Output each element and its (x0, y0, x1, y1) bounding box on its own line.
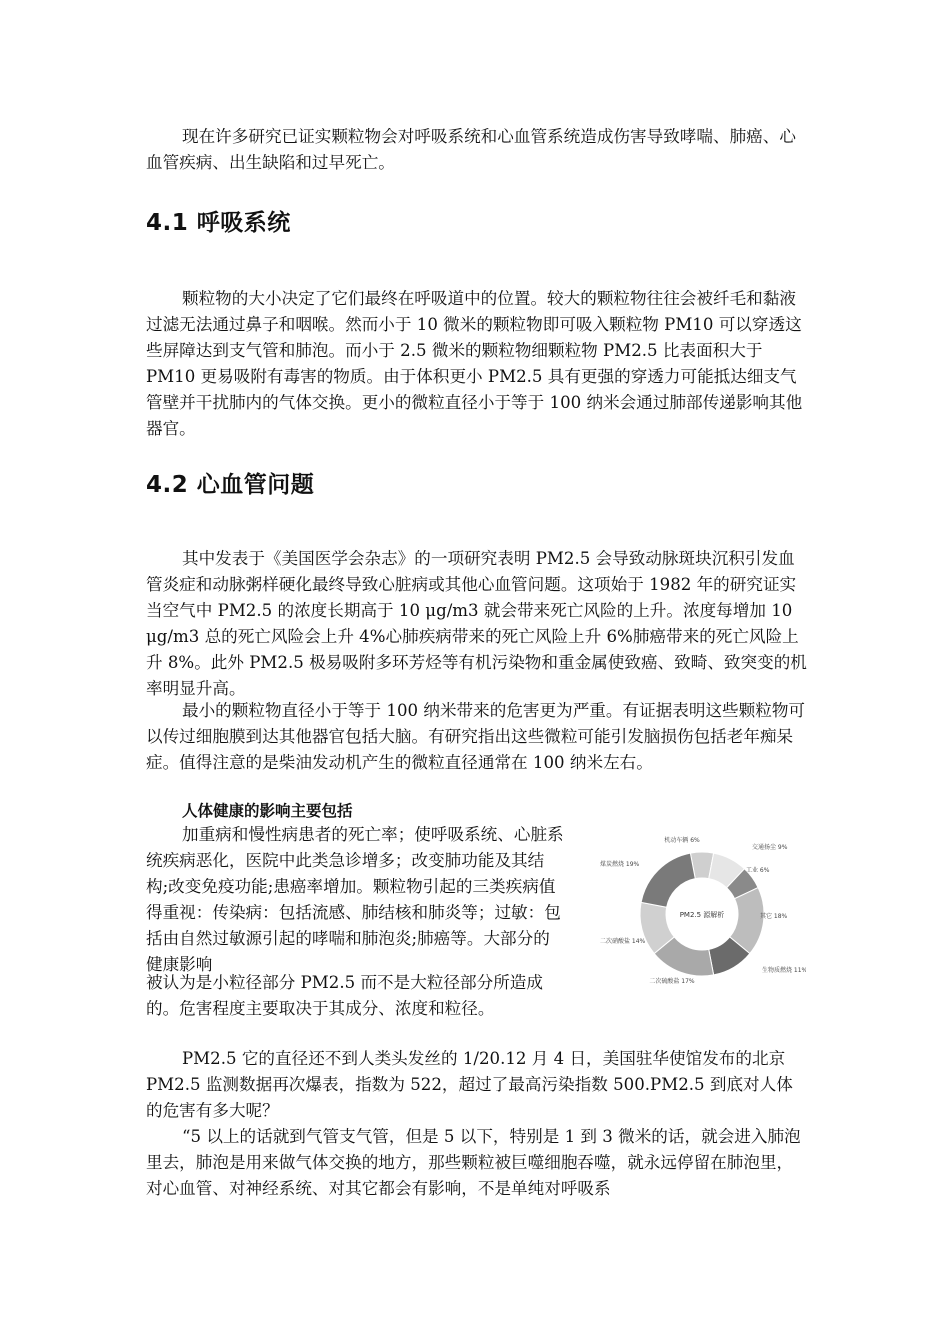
pie-center-label: PM2.5 源解析 (679, 911, 725, 919)
pie-slice-label: 二次硫酸盐 17% (649, 978, 695, 985)
section-heading-4-1: 4.1 呼吸系统 (146, 210, 291, 236)
health-effects-paragraph-cont: 被认为是小粒径部分 PM2.5 而不是大粒径部分所造成的。危害程度主要取决于其成分、浓度和粒径。 (146, 973, 543, 1018)
pie-slice-label: 交通扬尘 9% (752, 844, 788, 851)
pie-slice-label: 煤炭燃烧 19% (600, 861, 640, 868)
pie-slice-label: 工业 6% (746, 867, 770, 874)
pie-slice-label: 机动车辆 6% (664, 837, 700, 844)
section-heading-4-2: 4.2 心血管问题 (146, 472, 315, 498)
cardio-paragraph-1: 其中发表于《美国医学会杂志》的一项研究表明 PM2.5 会导致动脉斑块沉积引发血管炎症和动脉粥样硬化最终导致心脏病或其他心血管问题。这项始于 1982 年的研究证实当空气中 PM2.5 的浓度长期高于 10 μg/m3 就会带来死亡风险的上升。浓度每增加 10 μg/m3 总的死亡风险会上升 4%心肺疾病带来的死亡风险上升 6%肺癌带来的死亡风险上升 8%。此外 PM2.5 极易吸附多环芳烃等有机污染物和重金属使致癌、致畸、致突变的机率明显升高。 (146, 549, 807, 698)
pie-slice-label: 其它 18% (760, 913, 788, 920)
quote-paragraph: “5 以上的话就到气管支气管，但是 5 以下，特别是 1 到 3 微米的话，就会进入肺泡里去，肺泡是用来做气体交换的地方，那些颗粒被巨噬细胞吞噬，就永远停留在肺泡里，对心血管、对神经系统、对其它都会有影响，不是单纯对呼吸系 (146, 1127, 801, 1198)
pm25-source-pie-figure (594, 822, 806, 1002)
health-effects-subheading: 人体健康的影响主要包括 (182, 802, 353, 820)
respiratory-paragraph: 颗粒物的大小决定了它们最终在呼吸道中的位置。较大的颗粒物往往会被纤毛和黏液过滤无法通过鼻子和咽喉。然而小于 10 微米的颗粒物即可吸入颗粒物 PM10 可以穿透这些屏障达到支气管和肺泡。而小于 2.5 微米的颗粒物细颗粒物 PM2.5 比表面积大于 PM10 更易吸附有毒害的物质。由于体积更小 PM2.5 具有更强的穿透力可能抵达细支气管壁并干扰肺内的气体交换。更小的微粒直径小于等于 100 纳米会通过肺部传递影响其他器官。 (146, 289, 803, 438)
cardio-paragraph-2: 最小的颗粒物直径小于等于 100 纳米带来的危害更为严重。有证据表明这些颗粒物可以传过细胞膜到达其他器官包括大脑。有研究指出这些微粒可能引发脑损伤包括老年痴呆症。值得注意的是柴油发动机产生的微粒直径通常在 100 纳米左右。 (146, 701, 806, 772)
intro-paragraph: 现在许多研究已证实颗粒物会对呼吸系统和心血管系统造成伤害导致哮喘、肺癌、心血管疾病、出生缺陷和过早死亡。 (146, 127, 796, 172)
pm25-hair-paragraph: PM2.5 它的直径还不到人类头发丝的 1/20.12 月 4 日，美国驻华使馆发布的北京 PM2.5 监测数据再次爆表，指数为 522，超过了最高污染指数 500.PM2.5 到底对人体的危害有多大呢？ (146, 1049, 793, 1120)
pm25-source-pie-chart (594, 822, 806, 1002)
pie-slice-label: 二次硝酸盐 14% (600, 938, 646, 945)
pie-slice-label: 生物质燃烧 11% (762, 967, 806, 974)
health-effects-paragraph: 加重病和慢性病患者的死亡率；使呼吸系统、心脏系统疾病恶化，医院中此类急诊增多；改变肺功能及其结构;改变免疫功能;患癌率增加。颗粒物引起的三类疾病值得重视：传染病：包括流感、肺结核和肺炎等；过敏：包括由自然过敏源引起的哮喘和肺泡炎;肺癌等。大部分的健康影响 (146, 825, 564, 974)
